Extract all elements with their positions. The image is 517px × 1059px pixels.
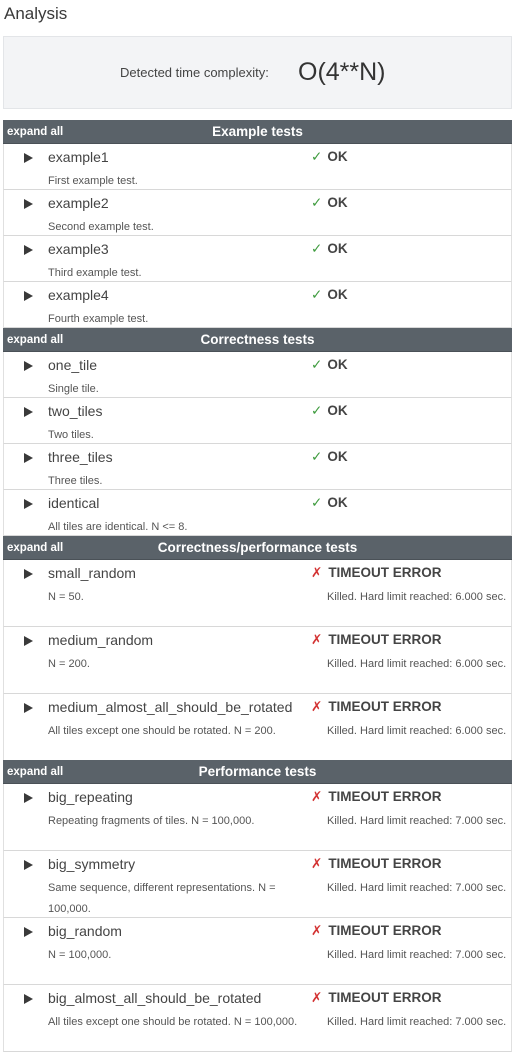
section-correctness-performance-tests	[3, 536, 512, 761]
section-header	[3, 536, 512, 560]
section-performance-tests	[3, 760, 512, 1052]
cross-icon: ✗	[311, 856, 323, 871]
status-text: OK	[327, 287, 348, 302]
test-status	[311, 495, 348, 511]
error-detail: Killed. Hard limit reached: 7.000 sec.	[327, 815, 507, 827]
test-name: three_tiles	[48, 449, 113, 465]
test-description: All tiles except one should be rotated. N = 200.	[48, 725, 276, 737]
test-status	[311, 149, 348, 165]
test-description: N = 100,000.	[48, 949, 112, 961]
test-name: medium_random	[48, 632, 154, 648]
expand-triangle-icon[interactable]	[24, 994, 33, 1004]
expand-triangle-icon[interactable]	[24, 927, 33, 937]
expand-triangle-icon[interactable]	[24, 636, 33, 646]
checkmark-icon: ✓	[311, 195, 323, 210]
cross-icon: ✗	[311, 990, 323, 1005]
status-text: TIMEOUT ERROR	[328, 565, 442, 580]
status-text: OK	[327, 403, 348, 418]
expand-triangle-icon[interactable]	[24, 245, 33, 255]
checkmark-icon: ✓	[311, 241, 323, 256]
test-row[interactable]	[3, 144, 512, 190]
test-row[interactable]	[3, 444, 512, 490]
expand-triangle-icon[interactable]	[24, 153, 33, 163]
expand-all-button[interactable]: expand all	[7, 766, 64, 778]
checkmark-icon: ✓	[311, 403, 323, 418]
expand-all-button[interactable]: expand all	[7, 542, 64, 554]
test-description: Same sequence, different representations. N = 100,000.	[48, 882, 276, 915]
test-status	[311, 699, 442, 715]
error-detail: Killed. Hard limit reached: 6.000 sec.	[327, 591, 507, 603]
test-name: big_symmetry	[48, 856, 136, 872]
test-name: big_almost_all_should_be_rotated	[48, 990, 262, 1006]
status-text: TIMEOUT ERROR	[328, 856, 442, 871]
test-description: First example test.	[48, 175, 138, 187]
section-header	[3, 760, 512, 784]
test-description: All tiles except one should be rotated. N = 100,000.	[48, 1016, 298, 1028]
status-text: OK	[327, 195, 348, 210]
test-status	[311, 923, 442, 939]
test-description: Second example test.	[48, 221, 154, 233]
test-row[interactable]	[3, 627, 512, 694]
status-text: OK	[327, 149, 348, 164]
test-description: Repeating fragments of tiles. N = 100,000.	[48, 815, 255, 827]
cross-icon: ✗	[311, 632, 323, 647]
test-name: medium_almost_all_should_be_rotated	[48, 699, 293, 715]
test-row[interactable]	[3, 282, 512, 328]
expand-triangle-icon[interactable]	[24, 499, 33, 509]
test-description: Third example test.	[48, 267, 142, 279]
test-status	[311, 990, 442, 1006]
test-status	[311, 403, 348, 419]
test-status	[311, 357, 348, 373]
status-text: OK	[327, 495, 348, 510]
checkmark-icon: ✓	[311, 287, 323, 302]
complexity-value: O(4**N)	[298, 58, 386, 86]
test-row[interactable]	[3, 490, 512, 536]
test-name: identical	[48, 495, 100, 511]
test-status	[311, 632, 442, 648]
expand-triangle-icon[interactable]	[24, 291, 33, 301]
test-name: small_random	[48, 565, 136, 581]
section-title: Example tests	[212, 124, 303, 139]
test-row[interactable]	[3, 398, 512, 444]
test-description: Three tiles.	[48, 475, 103, 487]
cross-icon: ✗	[311, 565, 323, 580]
test-description: N = 200.	[48, 658, 90, 670]
expand-triangle-icon[interactable]	[24, 569, 33, 579]
test-status	[311, 789, 442, 805]
checkmark-icon: ✓	[311, 357, 323, 372]
status-text: TIMEOUT ERROR	[328, 990, 442, 1005]
section-example-tests	[3, 120, 512, 328]
status-text: TIMEOUT ERROR	[328, 923, 442, 938]
checkmark-icon: ✓	[311, 449, 323, 464]
test-name: example4	[48, 287, 109, 303]
expand-triangle-icon[interactable]	[24, 860, 33, 870]
status-text: OK	[327, 241, 348, 256]
test-status	[311, 565, 442, 581]
error-detail: Killed. Hard limit reached: 6.000 sec.	[327, 658, 507, 670]
section-title: Performance tests	[198, 764, 317, 779]
test-status	[311, 241, 348, 257]
test-description: N = 50.	[48, 591, 84, 603]
status-text: TIMEOUT ERROR	[328, 789, 442, 804]
test-name: example2	[48, 195, 109, 211]
test-row[interactable]	[3, 784, 512, 851]
expand-all-button[interactable]: expand all	[7, 126, 64, 138]
status-text: TIMEOUT ERROR	[328, 632, 442, 647]
cross-icon: ✗	[311, 923, 323, 938]
test-description: Single tile.	[48, 383, 99, 395]
test-row[interactable]	[3, 694, 512, 761]
checkmark-icon: ✓	[311, 495, 323, 510]
complexity-label: Detected time complexity:	[120, 65, 269, 80]
test-status	[311, 195, 348, 211]
expand-triangle-icon[interactable]	[24, 793, 33, 803]
test-name: big_random	[48, 923, 122, 939]
cross-icon: ✗	[311, 699, 323, 714]
page-title: Analysis	[4, 4, 68, 23]
test-name: two_tiles	[48, 403, 103, 419]
expand-triangle-icon[interactable]	[24, 407, 33, 417]
expand-triangle-icon[interactable]	[24, 361, 33, 371]
test-description: All tiles are identical. N <= 8.	[48, 521, 188, 533]
status-text: OK	[327, 357, 348, 372]
expand-triangle-icon[interactable]	[24, 703, 33, 713]
test-name: one_tile	[48, 357, 98, 373]
test-row[interactable]	[3, 918, 512, 985]
cross-icon: ✗	[311, 789, 323, 804]
error-detail: Killed. Hard limit reached: 6.000 sec.	[327, 725, 507, 737]
test-name: example1	[48, 149, 109, 165]
test-row[interactable]	[3, 352, 512, 398]
test-row[interactable]	[3, 236, 512, 282]
test-row[interactable]	[3, 190, 512, 236]
complexity-panel	[3, 36, 512, 109]
test-row[interactable]	[3, 985, 512, 1052]
test-name: example3	[48, 241, 109, 257]
expand-triangle-icon[interactable]	[24, 199, 33, 209]
test-status	[311, 449, 348, 465]
expand-all-button[interactable]: expand all	[7, 334, 64, 346]
expand-triangle-icon[interactable]	[24, 453, 33, 463]
test-row[interactable]	[3, 560, 512, 627]
section-title: Correctness/performance tests	[157, 540, 358, 555]
test-status	[311, 856, 442, 872]
section-title: Correctness tests	[200, 332, 315, 347]
test-row[interactable]	[3, 851, 512, 918]
error-detail: Killed. Hard limit reached: 7.000 sec.	[327, 882, 507, 894]
status-text: OK	[327, 449, 348, 464]
error-detail: Killed. Hard limit reached: 7.000 sec.	[327, 949, 507, 961]
test-name: big_repeating	[48, 789, 133, 805]
section-header	[3, 328, 512, 352]
error-detail: Killed. Hard limit reached: 7.000 sec.	[327, 1016, 507, 1028]
checkmark-icon: ✓	[311, 149, 323, 164]
test-description: Fourth example test.	[48, 313, 149, 325]
section-header	[3, 120, 512, 144]
test-status	[311, 287, 348, 303]
test-description: Two tiles.	[48, 429, 94, 441]
status-text: TIMEOUT ERROR	[328, 699, 442, 714]
section-correctness-tests	[3, 328, 512, 536]
